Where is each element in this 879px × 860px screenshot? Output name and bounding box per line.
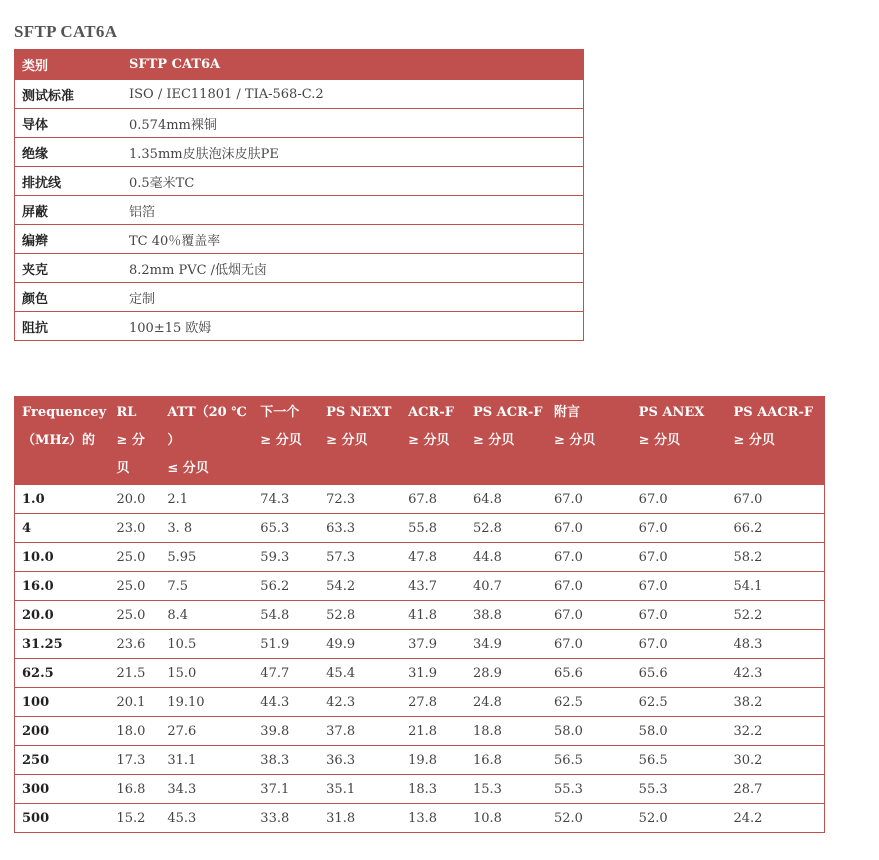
- table-row: [15, 717, 825, 746]
- table-cell: 35.1: [319, 775, 401, 804]
- table-cell: 55.8: [401, 514, 466, 543]
- table-row: [15, 167, 584, 196]
- frequency-cell: 4: [15, 514, 110, 543]
- column-header-line: 附言: [553, 405, 580, 420]
- column-header: [15, 397, 110, 486]
- spec-label: 阻抗: [15, 312, 123, 341]
- table-cell: 20.0: [109, 485, 160, 514]
- spec-label: 屏蔽: [15, 196, 123, 225]
- spec-label: 导体: [15, 109, 123, 138]
- table-row: [15, 659, 825, 688]
- table-cell: 54.1: [727, 572, 825, 601]
- table-cell: 67.8: [401, 485, 466, 514]
- column-header: [466, 397, 547, 486]
- table-cell: 20.1: [109, 688, 160, 717]
- table-cell: 16.8: [466, 746, 547, 775]
- table-cell: 67.0: [547, 601, 632, 630]
- table-cell: 18.8: [466, 717, 547, 746]
- table-row: [15, 283, 584, 312]
- table-cell: 43.7: [401, 572, 466, 601]
- table-cell: 59.3: [253, 543, 319, 572]
- table-cell: 51.9: [253, 630, 319, 659]
- table-cell: 58.2: [727, 543, 825, 572]
- spec-value: 铝箔: [122, 196, 584, 225]
- table-cell: 65.3: [253, 514, 319, 543]
- table-cell: 72.3: [319, 485, 401, 514]
- table-cell: 10.5: [160, 630, 253, 659]
- spec-label: 颜色: [15, 283, 123, 312]
- table-cell: 40.7: [466, 572, 547, 601]
- table-cell: 67.0: [632, 485, 727, 514]
- table-cell: 67.0: [632, 630, 727, 659]
- table-cell: 58.0: [547, 717, 632, 746]
- table-cell: 38.8: [466, 601, 547, 630]
- table-cell: 16.8: [109, 775, 160, 804]
- column-header-line: PS ANEX: [638, 405, 705, 420]
- frequency-cell: 1.0: [15, 485, 110, 514]
- column-header: [253, 397, 319, 486]
- table-row: [15, 196, 584, 225]
- table-row: [15, 543, 825, 572]
- table-cell: 21.8: [401, 717, 466, 746]
- table-cell: 27.6: [160, 717, 253, 746]
- table-cell: 44.3: [253, 688, 319, 717]
- frequency-cell: 250: [15, 746, 110, 775]
- spec-value: TC 40％覆盖率: [122, 225, 584, 254]
- table-row: [15, 514, 825, 543]
- table-row: [15, 80, 584, 109]
- table-cell: 65.6: [632, 659, 727, 688]
- table-row: [15, 109, 584, 138]
- table-cell: 31.8: [319, 804, 401, 833]
- table-cell: 2.1: [160, 485, 253, 514]
- table-cell: 56.5: [632, 746, 727, 775]
- table-cell: 56.2: [253, 572, 319, 601]
- frequency-cell: 20.0: [15, 601, 110, 630]
- table-cell: 52.0: [632, 804, 727, 833]
- column-header: [319, 397, 401, 486]
- table-cell: 32.2: [727, 717, 825, 746]
- column-header-line: ≤ 分贝: [167, 461, 209, 476]
- table-cell: 49.9: [319, 630, 401, 659]
- table-cell: 18.3: [401, 775, 466, 804]
- column-header-line: 下一个: [260, 405, 300, 420]
- table-cell: 24.8: [466, 688, 547, 717]
- table-cell: 55.3: [547, 775, 632, 804]
- page-title: SFTP CAT6A: [14, 22, 118, 41]
- performance-table: [14, 396, 825, 833]
- frequency-cell: 62.5: [15, 659, 110, 688]
- spec-label: 编辫: [15, 225, 123, 254]
- table-cell: 58.0: [632, 717, 727, 746]
- table-cell: 38.3: [253, 746, 319, 775]
- table-cell: 33.8: [253, 804, 319, 833]
- column-header-line: ATT（20 ℃: [167, 405, 247, 420]
- table-cell: 31.1: [160, 746, 253, 775]
- table-cell: 3. 8: [160, 514, 253, 543]
- column-header-line: RL: [116, 405, 137, 420]
- table-cell: 52.8: [466, 514, 547, 543]
- table-cell: 37.9: [401, 630, 466, 659]
- table-row: [15, 312, 584, 341]
- table-row: [15, 804, 825, 833]
- spec-value: SFTP CAT6A: [122, 50, 584, 80]
- column-header-line: PS ACR-F: [472, 405, 543, 420]
- spec-header-row: [15, 50, 584, 80]
- table-cell: 67.0: [632, 601, 727, 630]
- table-cell: 39.8: [253, 717, 319, 746]
- frequency-cell: 10.0: [15, 543, 110, 572]
- column-header: [109, 397, 160, 486]
- table-cell: 54.8: [253, 601, 319, 630]
- column-header-line: ≥ 分贝: [638, 433, 681, 448]
- table-cell: 47.8: [401, 543, 466, 572]
- column-header-line: PS AACR-F: [733, 405, 814, 420]
- table-cell: 13.8: [401, 804, 466, 833]
- table-cell: 34.3: [160, 775, 253, 804]
- spec-label: 测试标准: [15, 80, 123, 109]
- table-cell: 36.3: [319, 746, 401, 775]
- table-row: [15, 254, 584, 283]
- spec-value: 8.2mm PVC /低烟无卤: [122, 254, 584, 283]
- table-cell: 67.0: [632, 543, 727, 572]
- table-cell: 67.0: [547, 630, 632, 659]
- column-header: [727, 397, 825, 486]
- table-cell: 45.3: [160, 804, 253, 833]
- table-cell: 19.10: [160, 688, 253, 717]
- table-cell: 55.3: [632, 775, 727, 804]
- table-cell: 67.0: [632, 572, 727, 601]
- table-cell: 25.0: [109, 572, 160, 601]
- table-cell: 67.0: [547, 543, 632, 572]
- table-cell: 64.8: [466, 485, 547, 514]
- column-header-line: ≥ 分贝: [553, 433, 596, 448]
- table-cell: 30.2: [727, 746, 825, 775]
- table-cell: 27.8: [401, 688, 466, 717]
- column-header: [547, 397, 632, 486]
- table-cell: 7.5: [160, 572, 253, 601]
- table-cell: 31.9: [401, 659, 466, 688]
- table-cell: 5.95: [160, 543, 253, 572]
- frequency-cell: 100: [15, 688, 110, 717]
- table-cell: 34.9: [466, 630, 547, 659]
- table-row: [15, 225, 584, 254]
- column-header-line: ≥ 分贝: [733, 433, 775, 448]
- frequency-cell: 31.25: [15, 630, 110, 659]
- table-cell: 41.8: [401, 601, 466, 630]
- table-cell: 23.6: [109, 630, 160, 659]
- column-header-line: 贝: [116, 461, 130, 476]
- spec-label: 排扰线: [15, 167, 123, 196]
- column-header-line: （MHz）的: [22, 433, 96, 448]
- table-cell: 15.2: [109, 804, 160, 833]
- table-cell: 15.0: [160, 659, 253, 688]
- column-header-line: ≥ 分贝: [260, 433, 302, 448]
- frequency-cell: 300: [15, 775, 110, 804]
- table-row: [15, 572, 825, 601]
- spec-value: 定制: [122, 283, 584, 312]
- spec-value: 100±15 欧姆: [122, 312, 584, 341]
- column-header-line: ≥ 分贝: [408, 433, 450, 448]
- table-cell: 57.3: [319, 543, 401, 572]
- table-cell: 25.0: [109, 543, 160, 572]
- table-cell: 56.5: [547, 746, 632, 775]
- spec-label: 绝缘: [15, 138, 123, 167]
- spec-table: [14, 49, 584, 341]
- table-cell: 28.9: [466, 659, 547, 688]
- table-cell: 47.7: [253, 659, 319, 688]
- table-cell: 37.1: [253, 775, 319, 804]
- table-cell: 52.8: [319, 601, 401, 630]
- column-header-line: PS NEXT: [326, 405, 392, 420]
- table-cell: 8.4: [160, 601, 253, 630]
- table-cell: 42.3: [319, 688, 401, 717]
- table-cell: 37.8: [319, 717, 401, 746]
- table-cell: 54.2: [319, 572, 401, 601]
- table-row: [15, 688, 825, 717]
- column-header-line: ）: [167, 433, 181, 448]
- table-cell: 67.0: [727, 485, 825, 514]
- table-cell: 63.3: [319, 514, 401, 543]
- table-row: [15, 138, 584, 167]
- column-header-line: ≥ 分: [116, 433, 145, 448]
- table-cell: 18.0: [109, 717, 160, 746]
- table-cell: 21.5: [109, 659, 160, 688]
- frequency-cell: 200: [15, 717, 110, 746]
- spec-label: 夹克: [15, 254, 123, 283]
- column-header-line: ACR-F: [408, 405, 454, 420]
- table-row: [15, 601, 825, 630]
- table-cell: 66.2: [727, 514, 825, 543]
- table-cell: 67.0: [632, 514, 727, 543]
- table-cell: 38.2: [727, 688, 825, 717]
- table-cell: 25.0: [109, 601, 160, 630]
- table-cell: 17.3: [109, 746, 160, 775]
- table-cell: 67.0: [547, 514, 632, 543]
- table-cell: 44.8: [466, 543, 547, 572]
- spec-value: 1.35mm皮肤泡沫皮肤PE: [122, 138, 584, 167]
- frequency-cell: 500: [15, 804, 110, 833]
- column-header-line: ≥ 分贝: [472, 433, 515, 448]
- column-header-line: Frequencey: [22, 405, 107, 420]
- table-cell: 48.3: [727, 630, 825, 659]
- frequency-cell: 16.0: [15, 572, 110, 601]
- table-cell: 19.8: [401, 746, 466, 775]
- table-row: [15, 775, 825, 804]
- table-cell: 67.0: [547, 485, 632, 514]
- table-cell: 62.5: [547, 688, 632, 717]
- table-cell: 52.0: [547, 804, 632, 833]
- table-row: [15, 630, 825, 659]
- table-cell: 15.3: [466, 775, 547, 804]
- table-header-row: [15, 397, 825, 486]
- spec-value: 0.5毫米TC: [122, 167, 584, 196]
- spec-value: 0.574mm裸铜: [122, 109, 584, 138]
- table-row: [15, 485, 825, 514]
- table-cell: 23.0: [109, 514, 160, 543]
- table-cell: 52.2: [727, 601, 825, 630]
- column-header-line: ≥ 分贝: [326, 433, 368, 448]
- column-header: [401, 397, 466, 486]
- table-cell: 28.7: [727, 775, 825, 804]
- table-cell: 45.4: [319, 659, 401, 688]
- table-cell: 67.0: [547, 572, 632, 601]
- spec-value: ISO / IEC11801 / TIA-568-C.2: [122, 80, 584, 109]
- table-cell: 42.3: [727, 659, 825, 688]
- table-cell: 74.3: [253, 485, 319, 514]
- table-row: [15, 746, 825, 775]
- table-cell: 65.6: [547, 659, 632, 688]
- table-cell: 24.2: [727, 804, 825, 833]
- column-header: [632, 397, 727, 486]
- column-header: [160, 397, 253, 486]
- spec-label: 类别: [15, 50, 123, 80]
- table-cell: 62.5: [632, 688, 727, 717]
- table-cell: 10.8: [466, 804, 547, 833]
